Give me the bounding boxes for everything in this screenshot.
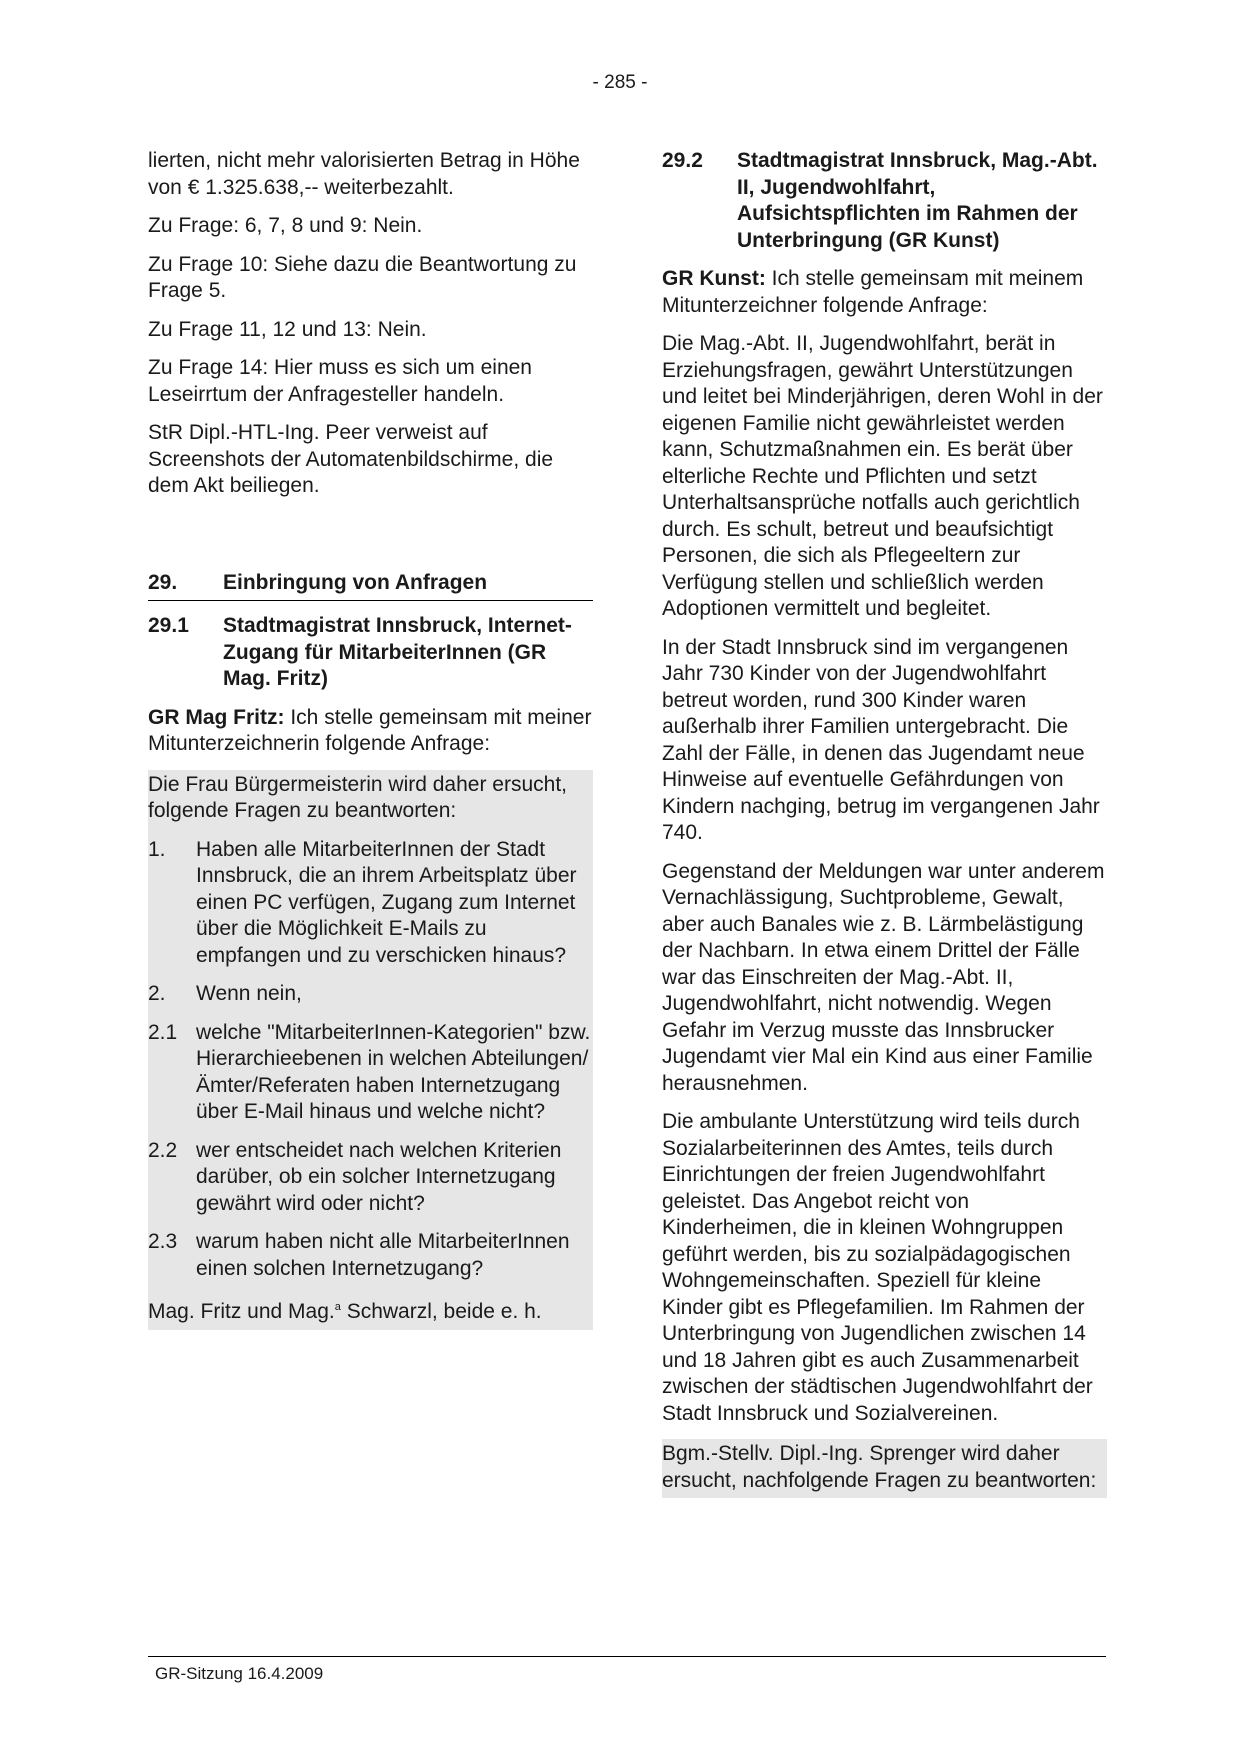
question-number: 2.3 <box>148 1230 178 1253</box>
right-paragraph: Die ambulante Unterstützung wird teils durch Sozialarbeiterinnen des Amtes, teils durch Einrichtungen der freien Jugendwohlfahrt geleistet. Das Angebot reicht von Kinderheimen, die in kleinen Wohngruppen geführt werden, bis zu sozialpädagogischen Wohngemeinschaften. Speziell für kleine Kinder gibt es Pflegefamilien. Im Rahmen der Unterbringung von Jugendlichen zwischen 14 und 18 Jahren gibt es auch Zusammenarbeit zwischen der städtischen Jugendwohlfahrt der Stadt Innsbruck und Sozialvereinen. <box>662 1110 1093 1425</box>
page-number: - 285 - <box>592 72 648 93</box>
question-text: wer entscheidet nach welchen Kriterien darüber, ob ein solcher Internetzugang gewährt wird oder nicht? <box>196 1138 562 1215</box>
intro-text: Ich stelle gemeinsam mit meiner Mitunterzeichnerin folgende Anfrage: <box>148 705 592 755</box>
left-column <box>148 148 593 1330</box>
inquiry-intro <box>662 266 1107 319</box>
question-number: 2.1 <box>148 1020 178 1044</box>
question-text: welche "MitarbeiterInnen-Kategorien" bzw. Hierarchieebenen in welchen Abteilungen/Ämter/Referaten haben Internetzugang über E-Mail hinaus und welche nicht? <box>196 1020 591 1123</box>
left-paragraph: Zu Frage 10: Siehe dazu die Beantwortung zu Frage 5. <box>148 252 577 302</box>
question-text: Haben alle MitarbeiterInnen der Stadt Innsbruck, die an ihrem Arbeitsplatz über einen PC verfügen, Zugang zum Internet über die Möglichkeit E-Mails zu empfangen und zu verschicken hinaus? <box>196 837 577 967</box>
question-item <box>148 1020 593 1126</box>
question-item <box>148 981 593 1008</box>
section-number: 29. <box>148 570 178 594</box>
section-number: 29.2 <box>662 149 703 172</box>
right-paragraph: In der Stadt Innsbruck sind im vergangenen Jahr 730 Kinder von der Jugendwohlfahrt betreut worden, rund 300 Kinder waren außerhalb ihrer Familien untergebracht. Die Zahl der Fälle, in denen das Jugendamt neue Hinweise auf eventuelle Gefährdungen von Kindern nachging, betrug im vergangenen Jahr 740. <box>662 635 1100 844</box>
question-number: 1. <box>148 837 166 861</box>
section-heading-29-2 <box>662 148 1107 254</box>
right-column <box>662 148 1107 1498</box>
section-title: Einbringung von Anfragen <box>223 570 488 594</box>
question-item <box>148 1229 593 1282</box>
footer-text: GR-Sitzung 16.4.2009 <box>155 1664 324 1683</box>
question-item <box>148 837 593 970</box>
footer-divider <box>148 1656 1106 1657</box>
request-box <box>662 1439 1107 1498</box>
inquiry-intro <box>148 705 593 758</box>
left-paragraph: Zu Frage 14: Hier muss es sich um einen Leseirrtum der Anfragesteller handeln. <box>148 356 532 406</box>
signature-superscript: a <box>334 1301 341 1313</box>
question-number: 2. <box>148 982 166 1005</box>
section-heading-29-1 <box>148 613 593 693</box>
section-heading-29 <box>148 570 593 602</box>
section-title: Stadtmagistrat Innsbruck, Internet-Zugang für MitarbeiterInnen (GR Mag. Fritz) <box>223 614 572 690</box>
left-paragraph: Zu Frage 11, 12 und 13: Nein. <box>148 317 427 341</box>
request-text: Bgm.-Stellv. Dipl.-Ing. Sprenger wird daher ersucht, nachfolgende Fragen zu beantworten: <box>662 1442 1097 1492</box>
left-paragraph: lierten, nicht mehr valorisierten Betrag in Höhe von € 1.325.638,-- weiterbezahlt. <box>148 149 580 199</box>
inquiry-box-intro: Die Frau Bürgermeisterin wird daher ersucht, folgende Fragen zu beantworten: <box>148 772 567 822</box>
right-paragraph: Die Mag.-Abt. II, Jugendwohlfahrt, berät in Erziehungsfragen, gewährt Unterstützungen und leitet bei Minderjährigen, deren Wohl in der eigenen Familie nicht gewährleistet werden kann, Schutzmaßnahmen ein. Es berät über elterliche Rechte und Pflichten und setzt Unterhaltsansprüche notfalls auch gerichtlich durch. Es schult, betreut und beaufsichtigt Personen, die sich als Pflegeeltern zur Verfügung stellen und schließlich werden Adoptionen vermittelt und begleitet. <box>662 332 1103 620</box>
left-paragraph: Zu Frage: 6, 7, 8 und 9: Nein. <box>148 214 423 237</box>
speaker-label: GR Kunst: <box>662 267 766 290</box>
signature-part: Mag. Fritz und Mag. <box>148 1300 335 1323</box>
question-text: warum haben nicht alle MitarbeiterInnen einen solchen Internetzugang? <box>196 1230 570 1280</box>
signature-part: Schwarzl, beide e. h. <box>340 1300 542 1323</box>
speaker-label: GR Mag Fritz: <box>148 705 285 729</box>
question-text: Wenn nein, <box>196 982 302 1005</box>
signature-line <box>148 1294 593 1326</box>
section-number: 29.1 <box>148 614 189 637</box>
right-paragraph: Gegenstand der Meldungen war unter anderem Vernachlässigung, Suchtprobleme, Gewalt, aber auch Banales wie z. B. Lärmbelästigung der Nachbarn. In etwa einem Drittel der Fälle war das Einschreiten der Mag.-Abt. II, Jugendwohlfahrt, nicht notwendig. Wegen Gefahr im Verzug musste das Innsbrucker Jugendamt vier Mal ein Kind aus einer Familie herausnehmen. <box>662 859 1105 1095</box>
question-number: 2.2 <box>148 1138 178 1162</box>
inquiry-box <box>148 770 593 1330</box>
left-paragraph: StR Dipl.-HTL-Ing. Peer verweist auf Screenshots der Automatenbildschirme, die dem Akt beiliegen. <box>148 421 554 497</box>
intro-text: Ich stelle gemeinsam mit meinem Mitunterzeichner folgende Anfrage: <box>662 267 1084 317</box>
question-item <box>148 1138 593 1218</box>
section-title: Stadtmagistrat Innsbruck, Mag.-Abt. II, Jugendwohlfahrt, Aufsichtspflichten im Rahmen der Unterbringung (GR Kunst) <box>737 149 1098 252</box>
